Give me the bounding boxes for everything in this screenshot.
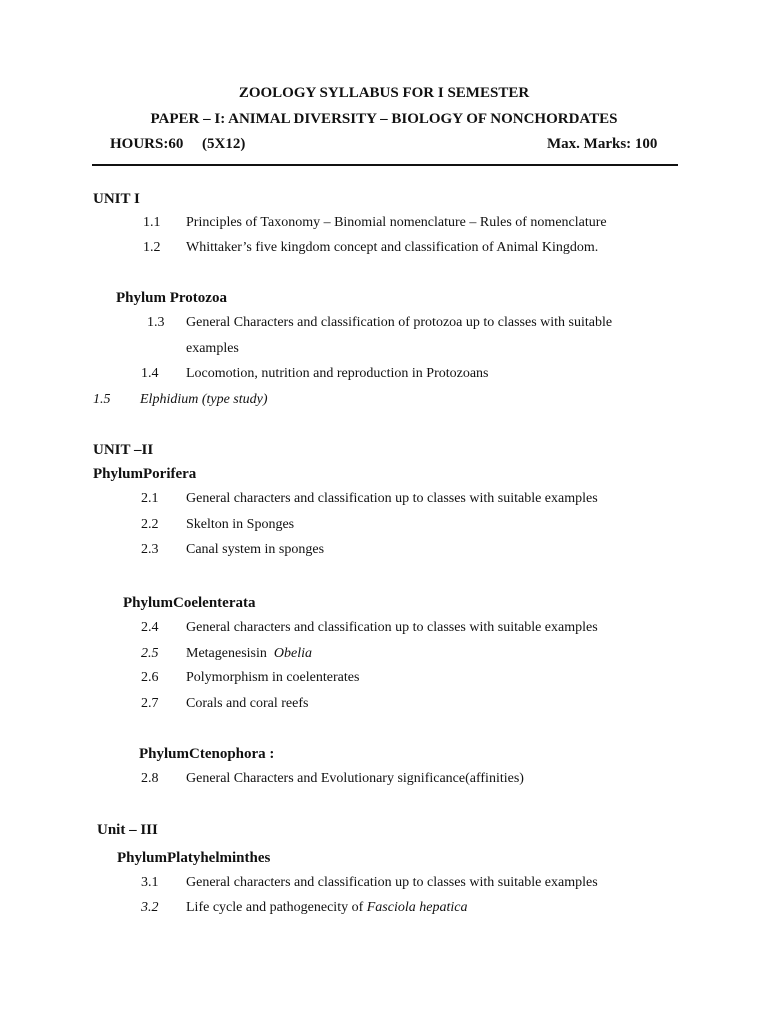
item-number: 1.2 bbox=[143, 240, 161, 255]
item-text: Canal system in sponges bbox=[186, 542, 325, 557]
unit-3-heading: Unit – III bbox=[97, 822, 158, 838]
item-text-italic: Obelia bbox=[273, 646, 312, 661]
phylum-porifera-heading: PhylumPorifera bbox=[93, 466, 197, 482]
item-text: General characters and classification up to classes with suitable examples bbox=[186, 491, 598, 506]
item-text: Polymorphism in coelenterates bbox=[186, 670, 360, 685]
item-number: 3.2 bbox=[141, 900, 159, 915]
item-text: Elphidium (type study) bbox=[140, 392, 268, 407]
item-text: Locomotion, nutrition and reproduction in Protozoans bbox=[186, 366, 489, 381]
item-text: General Characters and Evolutionary significance(affinities) bbox=[186, 771, 524, 786]
item-text: General characters and classification up to classes with suitable examples bbox=[186, 875, 598, 890]
phylum-platyhelminthes-heading: PhylumPlatyhelminthes bbox=[117, 850, 271, 866]
unit-2-heading: UNIT –II bbox=[93, 442, 154, 458]
header-divider bbox=[92, 164, 678, 166]
item-number: 2.2 bbox=[141, 517, 159, 532]
hours-label: HOURS:60 bbox=[110, 136, 184, 152]
hours-split: (5X12) bbox=[202, 136, 246, 152]
item-text: Corals and coral reefs bbox=[186, 696, 309, 711]
item-text-italic: Fasciola hepatica bbox=[366, 900, 468, 915]
item-text-plain: Life cycle and pathogenecity of bbox=[186, 900, 364, 915]
item-text bbox=[186, 646, 312, 662]
item-number: 3.1 bbox=[141, 875, 159, 890]
phylum-ctenophora-heading: PhylumCtenophora : bbox=[139, 746, 275, 762]
item-number: 1.1 bbox=[143, 215, 161, 230]
item-text: Whittaker’s five kingdom concept and classification of Animal Kingdom. bbox=[186, 240, 599, 255]
paper-title: PAPER – I: ANIMAL DIVERSITY – BIOLOGY OF NONCHORDATES bbox=[150, 111, 618, 127]
item-number: 2.6 bbox=[141, 670, 159, 685]
phylum-coelenterata-heading: PhylumCoelenterata bbox=[123, 595, 256, 611]
unit-1-heading: UNIT I bbox=[93, 191, 140, 207]
item-text: General characters and classification up to classes with suitable examples bbox=[186, 620, 598, 635]
item-text-plain: Metagenesisin bbox=[186, 646, 267, 661]
item-number: 2.4 bbox=[141, 620, 159, 635]
phylum-protozoa-heading: Phylum Protozoa bbox=[116, 290, 227, 306]
item-text: Skelton in Sponges bbox=[186, 517, 295, 532]
item-number: 2.1 bbox=[141, 491, 159, 506]
item-text bbox=[186, 900, 467, 916]
item-text-continued: examples bbox=[186, 341, 239, 356]
item-number: 2.8 bbox=[141, 771, 159, 786]
syllabus-title: ZOOLOGY SYLLABUS FOR I SEMESTER bbox=[238, 85, 530, 101]
item-number: 2.3 bbox=[141, 542, 159, 557]
item-number: 2.7 bbox=[141, 696, 159, 711]
item-number: 2.5 bbox=[141, 646, 159, 661]
item-number: 1.4 bbox=[141, 366, 159, 381]
item-text: Principles of Taxonomy – Binomial nomenclature – Rules of nomenclature bbox=[186, 215, 607, 230]
item-number: 1.3 bbox=[147, 315, 165, 330]
item-number: 1.5 bbox=[93, 392, 111, 407]
item-text: General Characters and classification of protozoa up to classes with suitable bbox=[186, 315, 613, 330]
max-marks: Max. Marks: 100 bbox=[547, 136, 658, 152]
